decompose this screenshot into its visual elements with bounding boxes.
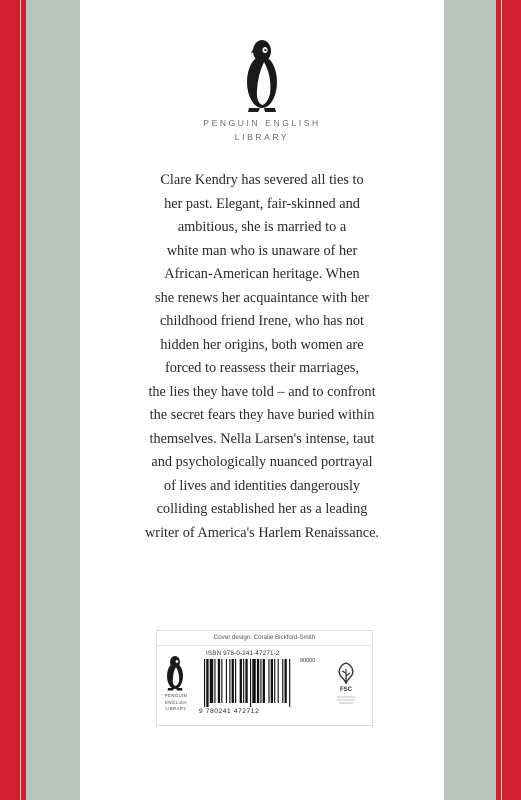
- penguin-icon: [243, 36, 281, 114]
- barcode-panel: [156, 630, 373, 726]
- mini-series-name: [157, 693, 195, 713]
- fsc-label: FSC: [340, 687, 352, 693]
- left-red-stripe: [0, 0, 26, 800]
- blurb-line: and psychologically nuanced portrayal: [151, 454, 373, 470]
- mini-series-line: ENGLISH: [165, 699, 187, 705]
- blurb-line: colliding established her as a leading: [156, 501, 368, 517]
- left-pinstripe: [20, 0, 21, 800]
- right-red-stripe: [496, 0, 521, 800]
- barcode-bars: [203, 659, 321, 707]
- isbn-number: ISBN 978-0-241-47271-2: [206, 650, 280, 657]
- mini-series-line: LIBRARY: [165, 706, 187, 711]
- blurb-line: the secret fears they have buried within: [149, 407, 375, 423]
- blurb-line: Clare Kendry has severed all ties to: [160, 172, 364, 188]
- blurb-line: of lives and identities dangerously: [163, 477, 361, 494]
- fsc-logo-icon: [333, 661, 359, 705]
- blurb-line: white man who is unaware of her: [166, 242, 358, 259]
- back-cover-panel: [80, 0, 444, 800]
- blurb-line: forced to reassess their marriages,: [164, 360, 360, 376]
- right-sage-stripe: [444, 0, 496, 800]
- book-blurb: [86, 169, 438, 545]
- series-line-1: PENGUIN ENGLISH: [203, 118, 321, 128]
- mini-series-line: PENGUIN: [164, 693, 188, 698]
- blurb-line: hidden her origins, both women are: [160, 336, 364, 353]
- divider: [157, 645, 372, 646]
- blurb-line: she renews her acquaintance with her: [155, 289, 369, 306]
- blurb-line: themselves. Nella Larsen's intense, taut: [149, 430, 375, 447]
- blurb-line: the lies they have told – and to confront: [148, 383, 376, 400]
- blurb-line: African-American heritage. When: [164, 266, 360, 282]
- price-code: 90000: [300, 658, 316, 664]
- series-name: [80, 116, 444, 144]
- penguin-mini-icon: [165, 655, 185, 691]
- series-line-2: LIBRARY: [234, 132, 290, 142]
- blurb-line: writer of America's Harlem Renaissance.: [144, 524, 379, 541]
- barcode-digits: 9 780241 472712: [199, 708, 260, 715]
- cover-credit: Cover design: Coralie Bickford-Smith: [213, 634, 316, 641]
- blurb-line: ambitious, she is married to a: [177, 219, 347, 235]
- blurb-line: her past. Elegant, fair-skinned and: [164, 195, 360, 212]
- blurb-line: childhood friend Irene, who has not: [159, 313, 365, 329]
- left-sage-stripe: [26, 0, 80, 800]
- right-pinstripe: [501, 0, 502, 800]
